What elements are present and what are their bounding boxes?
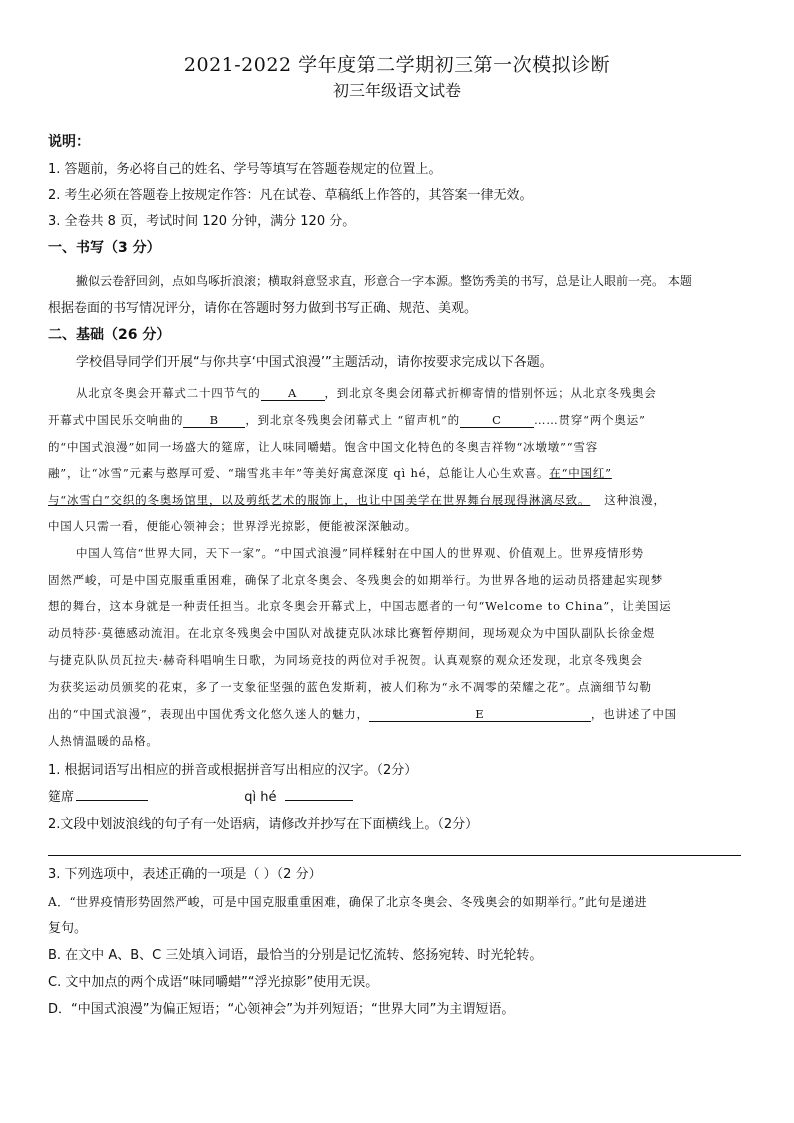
question-2: 2.文段中划波浪线的句子有一处语病，请修改并抄写在下面横线上。（2分） xyxy=(48,817,479,832)
passage-text: 开幕式中国民乐交响曲的 xyxy=(48,413,184,427)
option-a-line-1: A．“世界疫情形势固然严峻，可是中国克服重重困难，确保了北京冬奥会、冬残奥会的如期举行。”此句是递进 xyxy=(48,895,647,909)
q1-word-1: 筵席 xyxy=(48,790,75,805)
passage-line-4 xyxy=(48,464,748,482)
passage-line-6: 中国人只需一看，便能心领神会；世界浮光掠影，便能被深深触动。 xyxy=(48,519,417,533)
wavy-underlined-sentence: 在“中国红” xyxy=(549,466,612,480)
passage-text: ，也讲述了中国 xyxy=(590,707,677,721)
blank-a[interactable]: A xyxy=(261,386,325,401)
q1-answer-1[interactable] xyxy=(76,800,148,801)
q2-answer-line[interactable] xyxy=(48,855,741,856)
passage-text: ……贯穿“两个奥运” xyxy=(533,413,646,427)
section2-heading: 二、基础（26 分） xyxy=(48,327,171,343)
passage2-line-2: 固然严峻，可是中国克服重重困难，确保了北京冬奥会、冬残奥会的如期举行。为世界各地的运动员搭建起实现梦 xyxy=(48,573,663,587)
section1-para-line1: 撇似云卷舒回剑，点如鸟啄折浪滚；横取斜意竖求直，形意合一字本源。整饬秀美的书写，总是让人眼前一亮。 本题 xyxy=(76,274,692,288)
passage2-line-7 xyxy=(48,705,748,723)
q1-answer-2[interactable] xyxy=(285,800,353,801)
passage-text: 从北京冬奥会开幕式二十四节气的 xyxy=(76,386,261,400)
option-b: B. 在文中 A、B、C 三处填入词语，最恰当的分别是记忆流转、悠扬宛转、时光轮转。 xyxy=(48,948,543,963)
instruction-item-2: 2. 考生必须在答题卷上按规定作答：凡在试卷、草稿纸上作答的，其答案一律无效。 xyxy=(48,188,533,203)
passage2-line-5: 与捷克队队员瓦拉夫·赫奇科唱响生日歌，为同场竞技的两位对手祝贺。认真观察的观众还发现，北京冬残奥会 xyxy=(48,653,643,667)
question-3: 3. 下列选项中，表述正确的一项是（ ）（2 分） xyxy=(48,867,322,882)
passage2-line-4: 动员特莎·莫德感动流泪。在北京冬残奥会中国队对战捷克队冰球比赛暂停期间，现场观众为中国队副队长徐金煜 xyxy=(48,626,656,640)
blank-e[interactable]: E xyxy=(369,707,591,722)
blank-b[interactable]: B xyxy=(183,413,245,428)
option-c: C. 文中加点的两个成语“味同嚼蜡”“浮光掠影”使用无误。 xyxy=(48,975,379,990)
passage-text: 融”，让“冰雪”元素与憨厚可爱、“瑞雪兆丰年”等美好寓意深度 qì hé，总能让人心生欢喜。 xyxy=(48,466,550,480)
passage2-line-3: 想的舞台，这本身就是一种责任担当。北京冬奥会开幕式上，中国志愿者的一句“Welcome to China”，让美国运 xyxy=(48,599,672,613)
wavy-underlined-sentence: 与“冰雪白”交织的冬奥场馆里，以及剪纸艺术的服饰上，也让中国美学在世界舞台展现得淋漓尽致。 xyxy=(48,493,591,507)
question-1: 1. 根据词语写出相应的拼音或根据拼音写出相应的汉字。（2分） xyxy=(48,763,418,778)
passage-text: 出的“中国式浪漫”，表现出中国优秀文化悠久迷人的魅力， xyxy=(48,707,369,721)
section1-para-line2: 根据卷面的书写情况评分，请你在答题时努力做到书写正确、规范、美观。 xyxy=(48,301,478,316)
exam-subtitle: 初三年级语文试卷 xyxy=(332,81,461,100)
blank-c[interactable]: C xyxy=(460,413,534,428)
instruction-item-1: 1. 答题前，务必将自己的姓名、学号等填写在答题卷规定的位置上。 xyxy=(48,162,442,177)
passage-text: 这种浪漫， xyxy=(604,493,666,507)
passage2-line-6: 为获奖运动员颁奖的花束，多了一支象征坚强的蓝色发斯莉，被人们称为“永不凋零的荣耀之花”。点滴细节勾勒 xyxy=(48,680,652,694)
section2-intro: 学校倡导同学们开展“与你共享‘中国式浪漫’”主题活动，请你按要求完成以下各题。 xyxy=(76,355,553,370)
option-d: D．“中国式浪漫”为偏正短语；“心领神会”为并列短语；“世界大同”为主谓短语。 xyxy=(48,1002,515,1017)
passage-text: ，到北京冬残奥会闭幕式上 “留声机”的 xyxy=(245,413,460,427)
passage2-line-8: 人热情温暖的品格。 xyxy=(48,734,159,748)
option-a-line-2: 复句。 xyxy=(48,921,88,936)
passage-line-3: 的“中国式浪漫”如同一场盛大的筵席，让人味同嚼蜡。饱含中国文化特色的冬奥吉祥物“冰墩墩”“雪容 xyxy=(48,440,598,454)
q1-word-2: qì hé xyxy=(244,790,277,805)
section1-heading: 一、书写（3 分） xyxy=(48,240,161,256)
instruction-item-3: 3. 全卷共 8 页，考试时间 120 分钟，满分 120 分。 xyxy=(48,214,356,229)
passage2-line-1: 中国人笃信“世界大同，天下一家”。“中国式浪漫”同样糅射在中国人的世界观、价值观上。世界疫情形势 xyxy=(76,546,644,560)
instructions-heading: 说明： xyxy=(48,134,90,150)
passage-text: ，到北京冬奥会闭幕式折柳寄情的惜别怀远；从北京冬残奥会 xyxy=(324,386,657,400)
question-1-answers xyxy=(48,789,748,807)
passage-line-2 xyxy=(48,411,748,429)
passage-line-5 xyxy=(48,491,748,509)
passage-line-1 xyxy=(76,384,776,402)
exam-title: 2021-2022 学年度第二学期初三第一次模拟诊断 xyxy=(183,54,611,76)
